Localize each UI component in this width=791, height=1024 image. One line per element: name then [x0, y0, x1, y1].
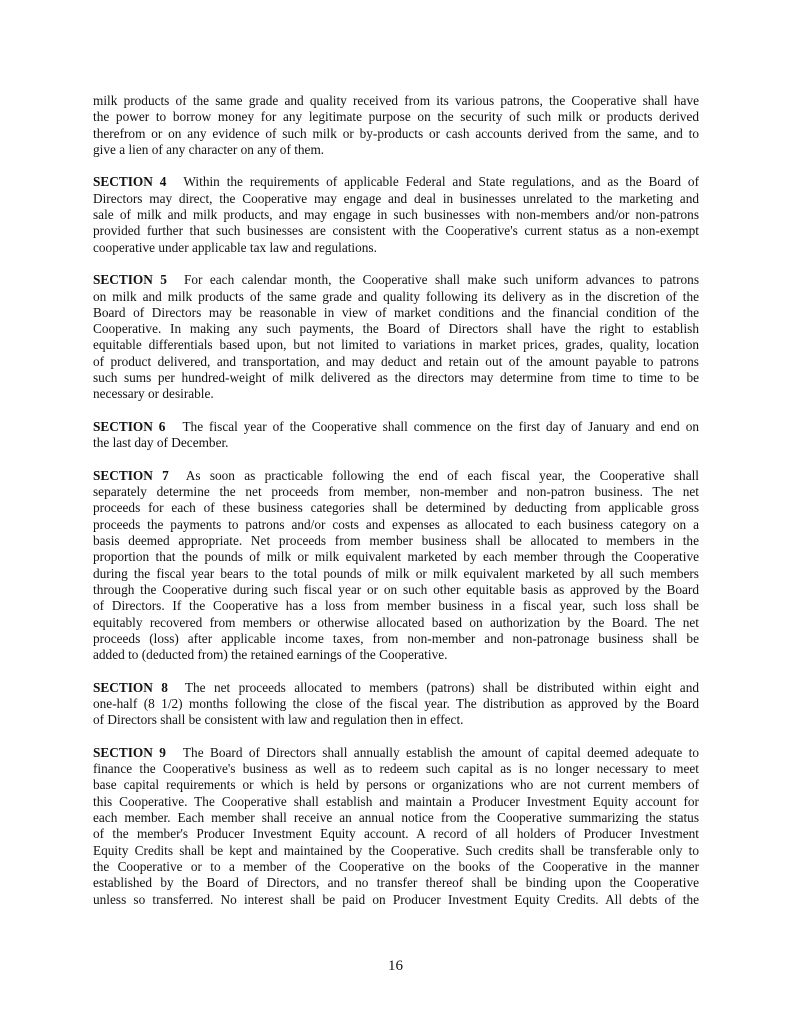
- line-text: Board of Directors may be reasonable in view of market conditions and the financial condition of the: [93, 304, 699, 320]
- line-text: equitable differentials based upon, but not limited to variations in market prices, grades, quality, location: [93, 337, 699, 353]
- text-line: [93, 321, 699, 337]
- line-text: cooperative under applicable tax law and regulations.: [93, 239, 377, 255]
- text-line: [93, 859, 699, 875]
- text-line: [93, 386, 699, 402]
- text-line: [93, 484, 699, 500]
- text-line: [93, 223, 699, 239]
- text-line: [93, 174, 699, 190]
- line-text: of the member's Producer Investment Equity account. A record of all holders of Producer Investment: [93, 826, 699, 842]
- line-text: necessary or desirable.: [93, 386, 214, 402]
- section-7: [93, 468, 699, 664]
- text-line: [93, 549, 699, 565]
- line-text: separately determine the net proceeds from member, non-member and non-patron business. The net: [93, 484, 699, 500]
- line-text: finance the Cooperative's business as well as to redeem such capital as is no longer necessary to meet: [93, 761, 699, 777]
- section-heading: SECTION 7: [93, 467, 169, 483]
- text-line: [93, 582, 699, 598]
- section-heading: SECTION 5: [93, 272, 167, 288]
- section-heading: SECTION 8: [93, 679, 168, 695]
- text-line: [93, 566, 699, 582]
- line-text: basis deemed appropriate. Net proceeds from member business shall be allocated to members in the: [93, 533, 699, 549]
- text-line: [93, 354, 699, 370]
- line-text: Directors may direct, the Cooperative may engage and deal in businesses unrelated to the marketing and: [93, 190, 699, 206]
- text-line: [93, 207, 699, 223]
- section-6: [93, 419, 699, 452]
- text-line: [93, 843, 699, 859]
- text-line: [93, 93, 699, 109]
- line-text: the Cooperative or to a member of the Cooperative on the books of the Cooperative in the manner: [93, 858, 699, 874]
- line-text: The Board of Directors shall annually establish the amount of capital deemed adequate to: [182, 744, 699, 760]
- text-line: [93, 810, 699, 826]
- line-text: proceeds the payments to patrons and/or costs and expenses as allocated to each business category on a: [93, 516, 699, 532]
- text-line: [93, 647, 699, 663]
- line-text: added to (deducted from) the retained earnings of the Cooperative.: [93, 647, 448, 663]
- text-line: [93, 826, 699, 842]
- section-5: [93, 272, 699, 402]
- line-text: the power to borrow money for any legitimate purpose on the security of such milk or products derived: [93, 109, 699, 125]
- line-text: As soon as practicable following the end of each fiscal year, the Cooperative shall: [185, 467, 699, 483]
- text-line: [93, 761, 699, 777]
- line-text: The fiscal year of the Cooperative shall commence on the first day of January and end on: [182, 418, 699, 434]
- text-line: [93, 240, 699, 256]
- line-text: For each calendar month, the Cooperative shall make such uniform advances to patrons: [183, 272, 699, 288]
- line-text: sale of milk and milk products, and may engage in such businesses with non-members and/or non-patrons: [93, 207, 699, 223]
- text-line: [93, 696, 699, 712]
- line-text: on milk and milk products of the same grade and quality following its delivery as in the discretion of the: [93, 288, 699, 304]
- paragraph-continued: [93, 93, 699, 158]
- line-text: each member. Each member shall receive an annual notice from the Cooperative summarizing the status: [93, 810, 699, 826]
- text-line: [93, 468, 699, 484]
- text-line: [93, 337, 699, 353]
- line-text: established by the Board of Directors, and no transfer thereof shall be binding upon the Cooperative: [93, 875, 699, 891]
- text-line: [93, 745, 699, 761]
- text-line: [93, 109, 699, 125]
- text-line: [93, 419, 699, 435]
- line-text: such sums per hundred-weight of milk delivered as the directors may determine from time to time to be: [93, 370, 699, 386]
- line-text: during the fiscal year bears to the total pounds of milk or milk equivalent marketed by all such members: [93, 565, 699, 581]
- text-line: [93, 794, 699, 810]
- text-line: [93, 126, 699, 142]
- line-text: one-half (8 1/2) months following the close of the fiscal year. The distribution as approved by the Board: [93, 695, 699, 711]
- text-line: [93, 435, 699, 451]
- line-text: the last day of December.: [93, 435, 229, 451]
- text-line: [93, 875, 699, 891]
- line-text: therefrom or on any evidence of such milk or by-products or cash accounts derived from the same, and to: [93, 125, 699, 141]
- page-number: 16: [388, 958, 403, 974]
- text-line: [93, 533, 699, 549]
- line-text: equitably recovered from members or otherwise allocated based on authorization by the Board. The net: [93, 614, 699, 630]
- line-text: Cooperative. In making any such payments, the Board of Directors shall have the right to establish: [93, 321, 699, 337]
- line-text: Equity Credits shall be kept and maintained by the Cooperative. Such credits shall be transferable only to: [93, 842, 699, 858]
- line-text: this Cooperative. The Cooperative shall establish and maintain a Producer Investment Equity account for: [93, 793, 699, 809]
- text-line: [93, 615, 699, 631]
- document-body: [93, 93, 699, 924]
- section-9: [93, 745, 699, 908]
- text-line: [93, 598, 699, 614]
- text-line: [93, 289, 699, 305]
- line-text: unless so transferred. No interest shall be paid on Producer Investment Equity Credits. All debts of the: [93, 891, 699, 907]
- line-text: base capital requirements or which is held by persons or organizations who are not current members of: [93, 777, 699, 793]
- line-text: Within the requirements of applicable Federal and State regulations, and as the Board of: [183, 174, 700, 190]
- line-text: through the Cooperative during such fiscal year or on such other equitable basis as approved by the Board: [93, 581, 699, 597]
- line-text: milk products of the same grade and quality received from its various patrons, the Cooperative shall have: [93, 93, 699, 108]
- line-text: The net proceeds allocated to members (patrons) shall be distributed within eight and: [184, 679, 699, 695]
- text-line: [93, 191, 699, 207]
- text-line: [93, 370, 699, 386]
- text-line: [93, 892, 699, 908]
- text-line: [93, 305, 699, 321]
- text-line: [93, 500, 699, 516]
- text-line: [93, 680, 699, 696]
- line-text: provided further that such businesses are consistent with the Cooperative's current status as a non-exempt: [93, 223, 699, 239]
- text-line: [93, 142, 699, 158]
- line-text: of product delivered, and transportation, and may deduct and retain out of the amount payable to patrons: [93, 353, 699, 369]
- text-line: [93, 712, 699, 728]
- text-line: [93, 272, 699, 288]
- line-text: of Directors. If the Cooperative has a loss from member business in a fiscal year, such loss shall be: [93, 598, 699, 614]
- line-text: give a lien of any character on any of them.: [93, 141, 325, 157]
- line-text: of Directors shall be consistent with law and regulation then in effect.: [93, 712, 464, 728]
- text-line: [93, 631, 699, 647]
- text-line: [93, 517, 699, 533]
- section-heading: SECTION 4: [93, 174, 167, 190]
- line-text: proceeds for each of these business categories shall be determined by deducting from applicable gross: [93, 500, 699, 516]
- line-text: proceeds (loss) after applicable income taxes, from non-member and non-patronage business shall be: [93, 630, 699, 646]
- text-line: [93, 777, 699, 793]
- section-heading: SECTION 6: [93, 418, 166, 434]
- line-text: proportion that the pounds of milk or milk equivalent marketed by each member through the Cooperative: [93, 549, 699, 565]
- section-8: [93, 680, 699, 729]
- section-4: [93, 174, 699, 255]
- section-heading: SECTION 9: [93, 744, 166, 760]
